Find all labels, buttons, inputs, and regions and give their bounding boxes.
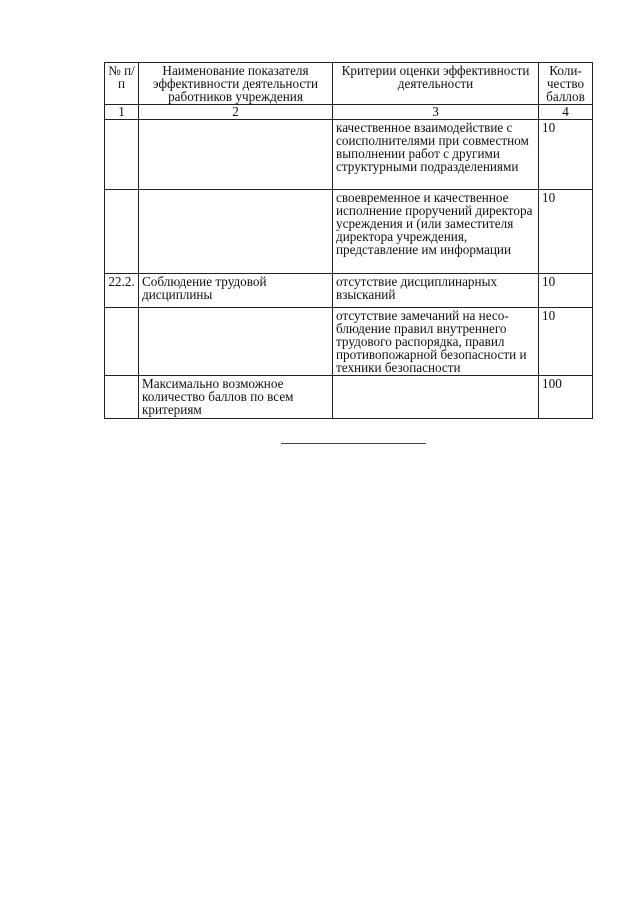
points-value: 100 <box>539 376 593 419</box>
points-value: 10 <box>539 120 593 190</box>
criterion-text: качественное взаимодействие с соисполнителями при совместном выполнении работ с другими структурными подразделениями <box>333 120 539 190</box>
table-row <box>105 190 593 274</box>
indicator-name <box>139 308 333 376</box>
criterion-text: отсутствие дисциплинарных взысканий <box>333 274 539 308</box>
row-number <box>105 190 139 274</box>
indicator-name: Максимально возможное количество баллов по всем критериям <box>139 376 333 419</box>
indicator-name <box>139 120 333 190</box>
total-row <box>105 376 593 419</box>
table-row <box>105 120 593 190</box>
column-number-row <box>105 105 593 120</box>
column-number: 3 <box>333 105 539 120</box>
end-divider-line <box>281 443 426 444</box>
column-number: 4 <box>539 105 593 120</box>
criterion-text: своевременное и качественное исполнение проручений директора усреждения и (или заместителя директора учреждения, представление им информации <box>333 190 539 274</box>
header-num: № п/п <box>105 63 139 105</box>
column-number: 1 <box>105 105 139 120</box>
points-value: 10 <box>539 190 593 274</box>
row-number <box>105 376 139 419</box>
table-row <box>105 308 593 376</box>
indicator-name: Соблюдение трудовой дисциплины <box>139 274 333 308</box>
criteria-table <box>104 62 593 419</box>
header-row <box>105 63 593 105</box>
row-number: 22.2. <box>105 274 139 308</box>
points-value: 10 <box>539 308 593 376</box>
column-number: 2 <box>139 105 333 120</box>
header-name: Наименование показателя эффективности деятельности работников учреждения <box>139 63 333 105</box>
criterion-text: отсутствие замечаний на несо-блюдение правил внутреннего трудового распорядка, правил противопожарной безопасности и техники безопасности <box>333 308 539 376</box>
header-criteria: Критерии оценки эффективности деятельности <box>333 63 539 105</box>
criterion-text <box>333 376 539 419</box>
row-number <box>105 308 139 376</box>
table-row <box>105 274 593 308</box>
points-value: 10 <box>539 274 593 308</box>
row-number <box>105 120 139 190</box>
indicator-name <box>139 190 333 274</box>
header-points: Коли-чество баллов <box>539 63 593 105</box>
